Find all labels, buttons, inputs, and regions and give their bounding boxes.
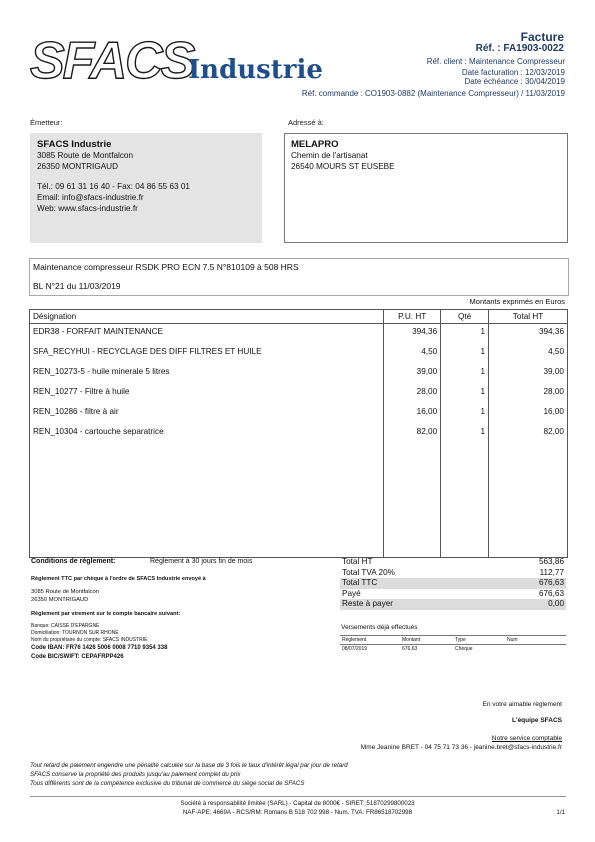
row-qty: 1 (441, 384, 489, 404)
header-pu: P.U. HT (384, 310, 441, 324)
note-line2: BL N°21 du 11/03/2019 (33, 281, 121, 291)
payments-header: Type (455, 637, 466, 643)
footer-divider (30, 796, 566, 797)
recipient-name: MELAPRO (291, 139, 339, 150)
recipient-address1: Chemin de l'artisanat (291, 151, 368, 160)
emitter-name: SFACS Industrie (37, 139, 112, 150)
cheque-address1: 3085 Route de Montfalcon (31, 589, 100, 595)
conditions-label: Conditions de règlement: (31, 558, 116, 565)
row-pu: 16,00 (384, 404, 441, 424)
row-designation: REN_10277 - Filtre à huile (30, 384, 384, 404)
row-total: 16,00 (489, 404, 568, 424)
row-designation: REN_10273-5 - huile minerale 5 litres (30, 364, 384, 384)
row-total: 39,00 (489, 364, 568, 384)
row-pu: 394,36 (384, 324, 441, 345)
recipient-address2: 26540 MOURS ST EUSEBE (291, 162, 395, 171)
client-ref: Réf. client : Maintenance Compresseur (426, 57, 565, 66)
document-title: Facture (520, 30, 564, 44)
payment-date: 08/07/2019 (342, 646, 368, 652)
due-date: Date échéance : 30/04/2019 (464, 77, 565, 86)
bank-iban: Code IBAN: FR76 1426 5006 0008 7710 9354 338 (31, 645, 168, 651)
cheque-address2: 26350 MONTRIGAUD (31, 597, 89, 603)
remaining-row (340, 599, 566, 610)
payments-title: Versements déjà effectués (341, 624, 418, 631)
table-row (30, 364, 568, 384)
total-value: 676,63 (538, 578, 564, 587)
total-tva-row (340, 568, 566, 579)
recipient-box (284, 133, 568, 243)
payments-row (340, 645, 566, 653)
payments-table (340, 635, 566, 653)
table-row (30, 424, 568, 558)
header-designation: Désignation (30, 310, 384, 324)
total-value: 0,00 (548, 599, 564, 608)
closing-contact: Mme Jeanine BRET - 04 75 71 73 36 - jeanine.bret@sfacs-industrie.fr (360, 744, 562, 751)
row-pu: 82,00 (384, 424, 441, 558)
row-designation: SFA_RECYHUI - RECYCLAGE DES DIFF FILTRES ET HUILE (30, 344, 384, 364)
table-row (30, 384, 568, 404)
emitter-email: Email: info@sfacs-industrie.fr (37, 193, 144, 202)
bank-owner: Nom du propriétaire du compte: SFACS INDUSTRIE (31, 637, 148, 643)
header-qty: Qté (441, 310, 489, 324)
bank-name: Banque: CAISSE D'EPARGNE (31, 623, 100, 629)
payment-amount: 676,63 (402, 646, 418, 652)
footer-line2: NAF-APE: 4669A - RCS/RM: Romans B 518 702 998 - Num. TVA: FR86518702998 (182, 809, 413, 816)
row-total: 28,00 (489, 384, 568, 404)
closing-greeting: En votre aimable règlement (482, 701, 562, 708)
note-line1: Maintenance compresseur RSDK PRO ECN 7.5 N°810109 à 508 HRS (33, 262, 299, 272)
total-ttc-row (340, 578, 566, 589)
payment-num (507, 645, 557, 653)
row-pu: 39,00 (384, 364, 441, 384)
totals-block (340, 557, 566, 610)
payments-header: Règlement (342, 637, 367, 643)
transfer-title: Règlement par virement sur le compte bancaire suivant: (31, 611, 181, 617)
closing-service: Notre service comptable (491, 735, 562, 742)
row-qty: 1 (441, 424, 489, 558)
emitter-phone: Tél.: 09 61 31 16 40 - Fax: 04 86 55 63 01 (37, 182, 190, 191)
total-ht-row (340, 557, 566, 568)
logo-brand: SFACS (30, 32, 194, 90)
legal-line1: Tout retard de paiement engendre une pénalité calculée sur la base de 3 fois le taux d'intérêt légal par jour de retard (30, 762, 348, 769)
bank-domiciliation: Domiciliation: TOURNON SUR RHONE (31, 630, 119, 636)
table-row (30, 344, 568, 364)
total-value: 563,86 (538, 557, 564, 566)
row-qty: 1 (441, 344, 489, 364)
table-row (30, 404, 568, 424)
invoice-date: Date facturation : 12/03/2019 (461, 68, 565, 77)
total-label: Total HT (342, 557, 373, 566)
currency-note: Montants exprimés en Euros (469, 297, 565, 306)
invoice-note (29, 258, 569, 296)
row-qty: 1 (441, 364, 489, 384)
total-label: Total TTC (342, 578, 378, 587)
row-total: 82,00 (489, 424, 568, 558)
payments-header: Montant (402, 637, 421, 643)
payments-header: Num (507, 637, 518, 643)
order-ref: Réf. commande : CO1903-0882 (Maintenance Compresseur) / 11/03/2019 (301, 89, 565, 98)
invoice-ref: Réf. : FA1903-0022 (475, 43, 564, 54)
total-label: Payé (342, 588, 361, 598)
emitter-label: Émetteur: (30, 118, 63, 127)
emitter-box (30, 133, 262, 243)
page-number: 1/1 (556, 809, 565, 816)
total-value: 676,63 (538, 588, 564, 598)
emitter-address1: 3085 Route de Montfalcon (37, 151, 134, 160)
row-designation: REN_10286 - filtre à air (30, 404, 384, 424)
total-label: Total TVA 20% (342, 567, 395, 577)
row-qty: 1 (441, 404, 489, 424)
emitter-web: Web: www.sfacs-industrie.fr (37, 204, 138, 213)
payment-type: Chèque (455, 646, 473, 652)
cheque-title: Règlement TTC par chèque à l'ordre de SFACS Industrie envoyé à (31, 576, 206, 582)
payments-header-row (340, 635, 566, 645)
bank-bic: Code BIC/SWIFT: CEPAFRPP426 (31, 654, 124, 660)
recipient-label: Adressé à: (288, 118, 324, 127)
legal-line2: SFACS conserve la propriété des produits jusqu'au paiement complet du prix (30, 771, 241, 778)
row-pu: 28,00 (384, 384, 441, 404)
row-total: 394,36 (489, 324, 568, 345)
invoice-lines-table (29, 309, 568, 558)
total-value: 112,77 (539, 567, 564, 577)
header-total: Total HT (489, 310, 568, 324)
row-total: 4,50 (489, 344, 568, 364)
legal-line3: Tous différents sont de la compétence exclusive du tribunal de commerce du siège social de SFACS (30, 780, 305, 787)
table-header-row (30, 310, 568, 324)
row-pu: 4,50 (384, 344, 441, 364)
closing-team: L'équipe SFACS (512, 717, 562, 724)
company-logo (30, 32, 323, 93)
emitter-address2: 26350 MONTRIGAUD (37, 162, 118, 171)
conditions-value: Règlement à 30 jours fin de mois (150, 558, 253, 565)
footer-line1: Société à responsabilité limitée (SARL) - Capital de 8000€ - SIRET: 51870299800023 (180, 800, 415, 807)
logo-suffix: Industrie (188, 55, 323, 85)
row-designation: REN_10304 - cartouche separatrice (30, 424, 384, 558)
total-label: Reste à payer (342, 599, 393, 608)
table-row (30, 324, 568, 345)
row-designation: EDR38 - FORFAIT MAINTENANCE (30, 324, 384, 345)
paid-row (340, 589, 566, 600)
row-qty: 1 (441, 324, 489, 345)
